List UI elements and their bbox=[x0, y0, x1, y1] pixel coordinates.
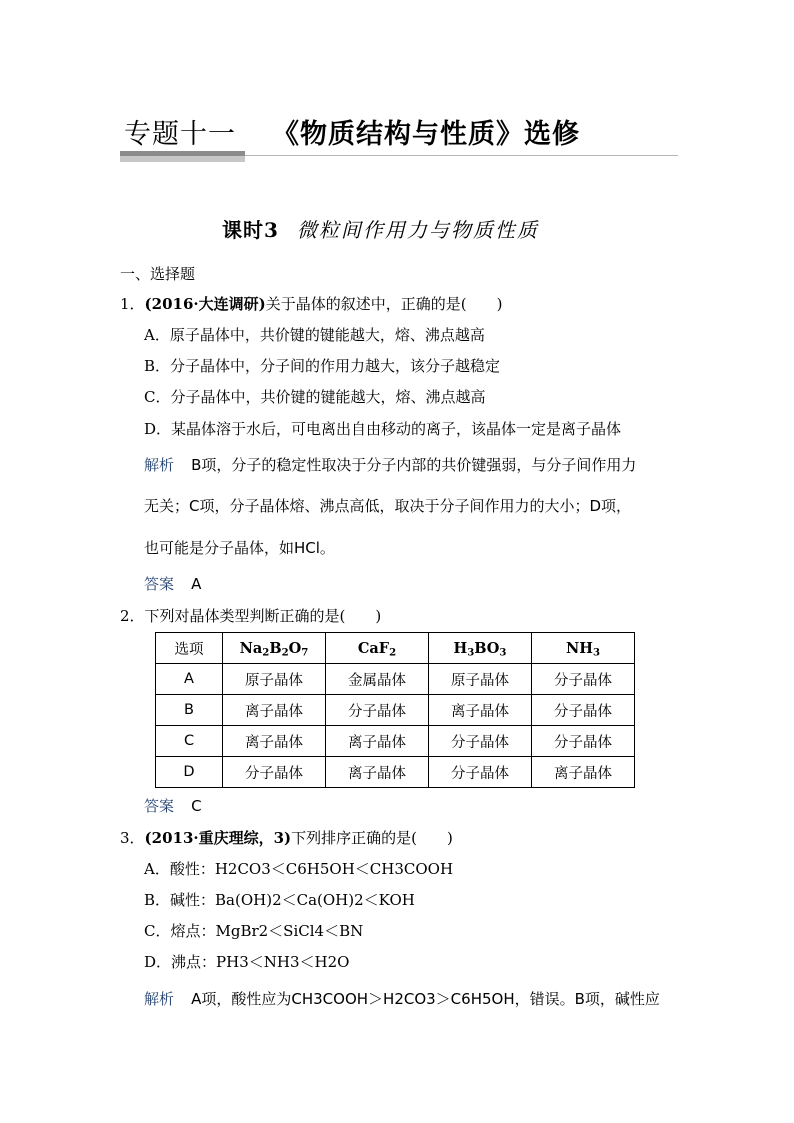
table-cell: 原子晶体 bbox=[429, 664, 532, 695]
table-cell: C bbox=[156, 726, 223, 757]
question-number: 1． bbox=[120, 295, 145, 313]
q1-option-d: D．某晶体溶于水后，可电离出自由移动的离子，该晶体一定是离子晶体 bbox=[144, 420, 622, 438]
table-cell: 分子晶体 bbox=[532, 695, 635, 726]
q1-option-b: B．分子晶体中，分子间的作用力越大，该分子越稳定 bbox=[144, 357, 501, 375]
table-cell: 分子晶体 bbox=[532, 664, 635, 695]
table-cell: 离子晶体 bbox=[326, 726, 429, 757]
analysis-line-1: B项，分子的稳定性取决于分子内部的共价键强弱，与分子间作用力 bbox=[191, 456, 637, 474]
lesson-subtitle: 微粒间作用力与物质性质 bbox=[296, 218, 539, 242]
analysis-line-1: A项，酸性应为CH3COOH＞H2CO3＞C6H5OH，错误。B项，碱性应 bbox=[191, 990, 660, 1008]
table-row bbox=[156, 726, 635, 757]
section-heading: 一、选择题 bbox=[120, 265, 196, 283]
q3-option-b: B．碱性：Ba(OH)2＜Ca(OH)2＜KOH bbox=[144, 891, 415, 909]
analysis-line-3: 也可能是分子晶体，如HCl。 bbox=[144, 539, 335, 557]
question-1 bbox=[120, 293, 502, 314]
table-cell: A bbox=[156, 664, 223, 695]
question-3 bbox=[120, 827, 453, 848]
table-cell: 分子晶体 bbox=[532, 726, 635, 757]
lesson-title bbox=[222, 214, 539, 243]
q1-answer bbox=[144, 573, 201, 594]
header-cell: 选项 bbox=[156, 633, 223, 664]
table-cell: 离子晶体 bbox=[223, 695, 326, 726]
table-row bbox=[156, 757, 635, 788]
q3-option-c: C．熔点：MgBr2＜SiCl4＜BN bbox=[144, 922, 364, 940]
table-row bbox=[156, 664, 635, 695]
table-cell: 离子晶体 bbox=[223, 726, 326, 757]
table-cell: 原子晶体 bbox=[223, 664, 326, 695]
header-cell-na2b2o7: $Na_2B_2O_7$ bbox=[223, 633, 326, 664]
question-source: (2016·大连调研) bbox=[144, 295, 266, 313]
crystal-type-table bbox=[155, 632, 635, 788]
table-cell: 金属晶体 bbox=[326, 664, 429, 695]
table-cell: 分子晶体 bbox=[223, 757, 326, 788]
question-source: (2013·重庆理综，3) bbox=[144, 829, 292, 847]
table-cell: B bbox=[156, 695, 223, 726]
q3-option-a: A．酸性：H2CO3＜C6H5OH＜CH3COOH bbox=[144, 860, 454, 878]
table-cell: 离子晶体 bbox=[532, 757, 635, 788]
q1-option-c: C．分子晶体中，共价键的键能越大，熔、沸点越高 bbox=[144, 388, 486, 406]
table-cell: 分子晶体 bbox=[429, 726, 532, 757]
question-stem: 下列对晶体类型判断正确的是( ) bbox=[144, 607, 382, 625]
answer-label: 答案 bbox=[144, 575, 175, 593]
q1-analysis bbox=[144, 454, 636, 475]
lesson-label: 课时3 bbox=[222, 218, 279, 242]
answer-value: A bbox=[191, 575, 202, 593]
answer-value: C bbox=[191, 797, 202, 815]
header-rule bbox=[245, 155, 678, 156]
q1-option-a: A．原子晶体中，共价键的键能越大，熔、沸点越高 bbox=[144, 326, 485, 344]
q3-analysis bbox=[144, 988, 660, 1009]
answer-label: 答案 bbox=[144, 797, 175, 815]
header-cell-h3bo3: $H_3BO_3$ bbox=[429, 633, 532, 664]
q3-option-d: D．沸点：PH3＜NH3＜H2O bbox=[144, 953, 350, 971]
question-number: 2． bbox=[120, 607, 145, 625]
table-cell: D bbox=[156, 757, 223, 788]
table-cell: 分子晶体 bbox=[429, 757, 532, 788]
table-header-row bbox=[156, 633, 635, 664]
analysis-line-2: 无关；C项，分子晶体熔、沸点高低，取决于分子间作用力的大小；D项， bbox=[144, 497, 632, 515]
chapter-topic: 专题十一 bbox=[124, 119, 236, 150]
analysis-label: 解析 bbox=[144, 990, 175, 1008]
question-number: 3． bbox=[120, 829, 145, 847]
header-bar-shadow bbox=[120, 156, 245, 162]
table-cell: 分子晶体 bbox=[326, 695, 429, 726]
analysis-label: 解析 bbox=[144, 456, 175, 474]
table-row bbox=[156, 695, 635, 726]
question-2 bbox=[120, 605, 381, 626]
table-cell: 离子晶体 bbox=[326, 757, 429, 788]
chapter-title: 《物质结构与性质》选修 bbox=[272, 119, 580, 150]
question-stem: 下列排序正确的是( ) bbox=[291, 829, 453, 847]
q2-answer bbox=[144, 795, 202, 816]
chapter-heading bbox=[124, 112, 580, 151]
question-stem: 关于晶体的叙述中，正确的是( ) bbox=[265, 295, 503, 313]
header-cell-nh3: $NH_3$ bbox=[532, 633, 635, 664]
table-cell: 离子晶体 bbox=[429, 695, 532, 726]
header-cell-caf2: CaF$_2$ bbox=[326, 633, 429, 664]
